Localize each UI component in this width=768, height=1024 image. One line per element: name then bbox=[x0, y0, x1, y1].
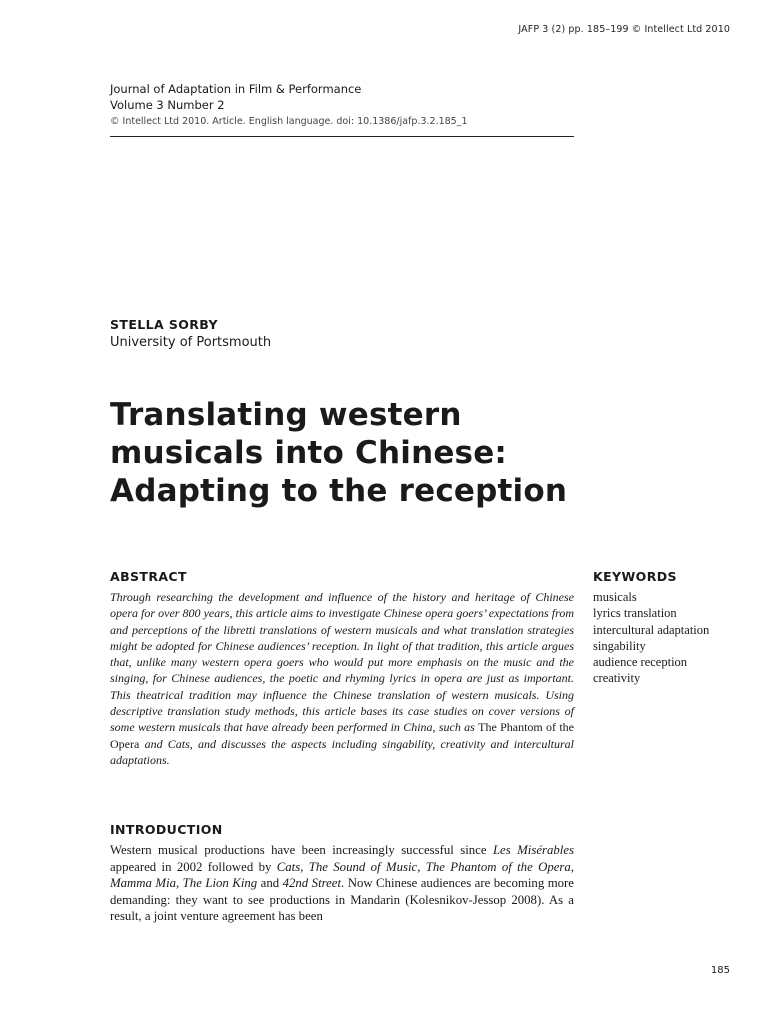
journal-info bbox=[110, 81, 574, 137]
keyword-item: audience reception bbox=[593, 655, 688, 670]
abstract-heading: ABSTRACT bbox=[110, 569, 187, 584]
intro-text-title: 42nd Street bbox=[282, 876, 342, 890]
intro-text-part: Western musical productions have been increasingly successful since bbox=[110, 843, 493, 857]
title-line: Adapting to the reception bbox=[110, 473, 568, 509]
intro-text-part: and bbox=[257, 876, 283, 890]
keywords-list bbox=[593, 589, 753, 687]
journal-volume: Volume 3 Number 2 bbox=[110, 98, 225, 112]
abstract-text bbox=[110, 589, 574, 768]
title-line: Translating western bbox=[110, 397, 462, 433]
keywords-heading: KEYWORDS bbox=[593, 569, 677, 584]
running-head: JAFP 3 (2) pp. 185–199 © Intellect Ltd 2010 bbox=[518, 24, 730, 35]
introduction-section bbox=[110, 821, 574, 925]
article-title bbox=[110, 396, 580, 510]
author-block bbox=[110, 316, 271, 352]
keyword-item: musicals bbox=[593, 590, 637, 604]
title-line: musicals into Chinese: bbox=[110, 435, 508, 471]
abstract-text-part: Through researching the development and influence of the history and heritage of Chinese opera for over 800 years, this article aims to investigate Chinese opera goers’ expectations from and perceptions of the libretti translations of western musicals and what translation strategies might be adopted for Chinese audiences’ reception. In light of that tradition, this article argues that, unlike many western opera goers who would put more emphasis on the music and the singing, for Chinese audiences, the poetic and rhyming lyrics in opera are just as important. This theatrical tradition may influence the Chinese translation of western musicals. Using descriptive translation study methods, this article bases its case studies on cover versions of some western musicals that have already been performed in China, such as bbox=[110, 590, 574, 735]
journal-copyright: © Intellect Ltd 2010. Article. English language. doi: 10.1386/jafp.3.2.185_1 bbox=[110, 116, 468, 127]
abstract-text-title: The Phantom of the Opera bbox=[110, 720, 574, 751]
introduction-heading: INTRODUCTION bbox=[110, 822, 223, 837]
keyword-item: singability bbox=[593, 638, 646, 653]
author-name: STELLA SORBY bbox=[110, 317, 218, 332]
intro-text-part: . Now Chinese audiences are becoming more demanding: they want to see productions in Mandarin (Kolesnikov-Jessop 2008). As a result, a joint venture agreement has been bbox=[110, 876, 574, 923]
introduction-text bbox=[110, 842, 574, 925]
intro-text-title: Les Misérables bbox=[492, 843, 575, 857]
keyword-item: lyrics translation bbox=[593, 606, 677, 621]
abstract-text-part: and Cats, and discusses the aspects including singability, creativity and intercultural adaptations. bbox=[110, 736, 574, 767]
intro-text-title: Cats, The Sound of Music, The Phantom of the Opera, Mamma Mia, The Lion King bbox=[110, 859, 574, 890]
journal-title: Journal of Adaptation in Film & Performance bbox=[110, 82, 362, 96]
keyword-item: intercultural adaptation bbox=[593, 622, 710, 637]
abstract-section bbox=[110, 568, 574, 768]
intro-text-part: appeared in 2002 followed by bbox=[110, 859, 277, 874]
page-number: 185 bbox=[710, 965, 730, 976]
keywords-section bbox=[593, 568, 753, 687]
author-affiliation: University of Portsmouth bbox=[110, 335, 272, 350]
keyword-item: creativity bbox=[593, 671, 641, 686]
